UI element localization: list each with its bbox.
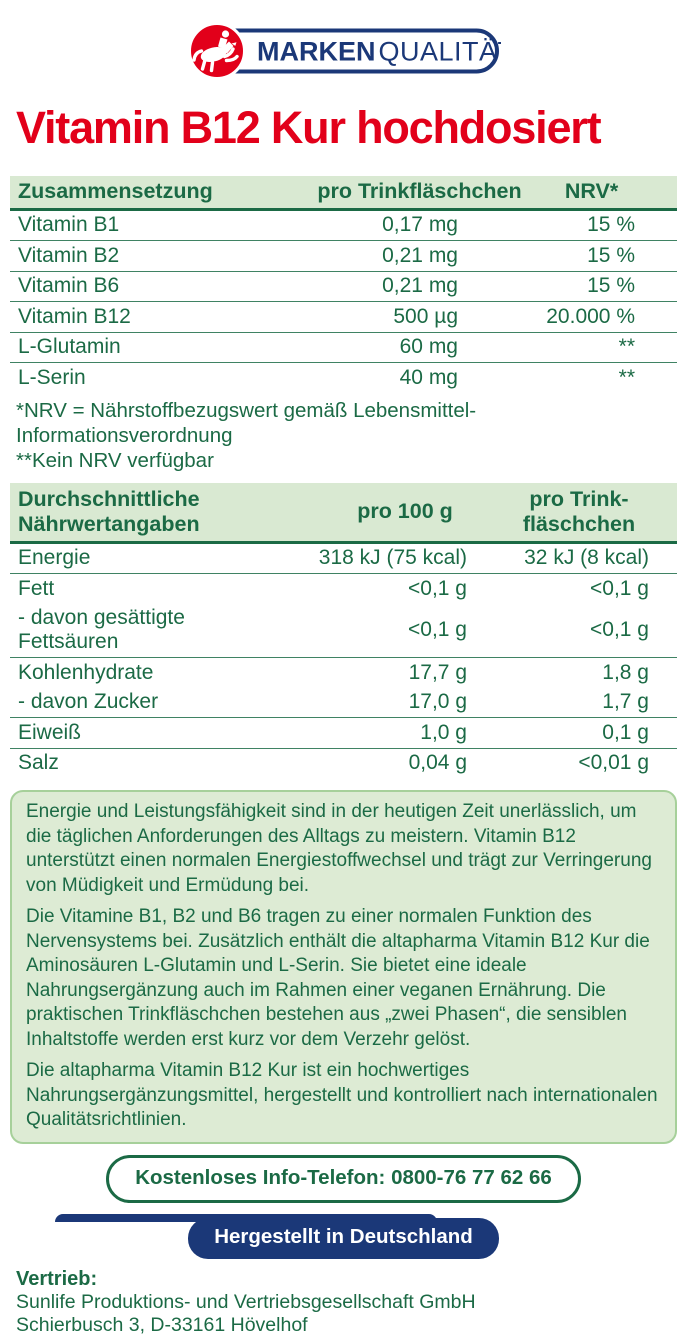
centaur-icon	[189, 24, 244, 79]
ingredient-name: Vitamin B12	[18, 304, 131, 328]
table-row	[10, 362, 677, 393]
ingredient-amount: 0,21 mg	[382, 243, 458, 267]
ingredient-nrv: 15 %	[587, 243, 635, 267]
nutrition-header-label-line2: Nährwertangaben	[18, 511, 200, 536]
nutrient-per-100g: 17,7 g	[408, 660, 467, 684]
footnote-nrv-definition: *NRV = Nährstoffbezugswert gemäß Lebensmittel-Informationsverordnung	[16, 398, 477, 447]
ingredient-name: Vitamin B1	[18, 213, 120, 237]
distributor-address: Schierbusch 3, D-33161 Hövelhof	[16, 1314, 308, 1337]
composition-header-label: Zusammensetzung	[18, 178, 213, 203]
nutrient-per-100g: 17,0 g	[408, 690, 467, 714]
composition-header-per-bottle: pro Trinkfläschchen	[317, 178, 522, 203]
description-box	[10, 790, 677, 1144]
distributor-name: Sunlife Produktions- und Vertriebsgesellschaft GmbH	[16, 1290, 476, 1313]
table-row	[10, 604, 677, 658]
nutrient-per-100g: 318 kJ (75 kcal)	[318, 546, 467, 570]
nutrition-table-header	[10, 483, 677, 544]
nutrition-header-per100: pro 100 g	[357, 499, 453, 524]
nutrient-name: Fett	[18, 576, 55, 600]
nutrient-per-bottle: 32 kJ (8 kcal)	[524, 546, 649, 570]
nutrition-header-per-bottle-line2: fläschchen	[522, 511, 636, 536]
ingredient-amount: 40 mg	[399, 365, 458, 389]
distributor-label: Vertrieb:	[16, 1267, 98, 1290]
table-row	[10, 544, 677, 574]
ingredient-amount: 60 mg	[399, 335, 458, 359]
nutrient-name: - davon gesättigte Fettsäuren	[18, 606, 185, 654]
table-row	[10, 748, 677, 779]
nutrition-table-body	[10, 544, 677, 779]
markenqualitaet-logo	[187, 22, 501, 85]
ingredient-name: L-Glutamin	[18, 335, 121, 359]
nutrient-per-100g: <0,1 g	[408, 576, 467, 600]
nutrient-per-bottle: <0,01 g	[578, 751, 649, 775]
brand-wordmark	[257, 37, 501, 67]
ingredient-name: Vitamin B2	[18, 243, 120, 267]
nutrition-header-per-bottle-line1: pro Trink-	[529, 486, 629, 511]
table-row	[10, 657, 677, 688]
table-row	[10, 332, 677, 363]
table-row	[10, 240, 677, 271]
nutrient-per-bottle: 0,1 g	[602, 720, 649, 744]
nutrient-per-100g: <0,1 g	[408, 618, 467, 642]
description-paragraph-energy: Energie und Leistungsfähigkeit sind in der heutigen Zeit unerlässlich, um die täglichen Anforderungen des Alltags zu meistern. Vitamin B12 unterstützt einen normalen Energiestoffwechsel und trägt zur Verringerung von Müdigkeit und Ermüdung bei.	[26, 801, 652, 896]
composition-table-body	[10, 211, 677, 393]
bottom-cutoff-bar	[55, 1214, 437, 1222]
nutrition-header-per-bottle	[497, 487, 677, 537]
nutrient-per-bottle: 1,8 g	[602, 660, 649, 684]
nutrient-name: Kohlenhydrate	[18, 660, 154, 684]
ingredient-amount: 0,21 mg	[382, 274, 458, 298]
nutrient-per-100g: 1,0 g	[420, 720, 467, 744]
table-row	[10, 301, 677, 332]
brand-word-light: QUALITÄT	[378, 36, 501, 67]
description-paragraph-vitamins: Die Vitamine B1, B2 und B6 tragen zu einer normalen Funktion des Nervensystems bei. Zusätzlich enthält die altapharma Vitamin B12 Kur die Aminosäuren L-Glutamin und L-Serin. Sie bietet eine ideale Nahrungsergänzung auch im Rahmen einer veganen Ernährung. Die praktischen Trinkfläschchen bestehen aus „zwei Phasen“, die sensiblen Inhaltstoffe werden erst kurz vor dem Verzehr gelöst.	[26, 906, 650, 1050]
ingredient-nrv: **	[618, 365, 635, 389]
table-row	[10, 688, 677, 718]
ingredient-nrv: 20.000 %	[546, 304, 635, 328]
ingredient-name: L-Serin	[18, 365, 86, 389]
nutrient-per-bottle: <0,1 g	[590, 618, 649, 642]
product-label-page	[0, 22, 687, 1337]
nutrition-header-label	[10, 487, 287, 537]
ingredient-amount: 0,17 mg	[382, 213, 458, 237]
nutrient-per-bottle: 1,7 g	[602, 690, 649, 714]
nutrient-per-100g: 0,04 g	[408, 751, 467, 775]
composition-table-header	[10, 176, 677, 211]
nutrition-header-label-line1: Durchschnittliche	[18, 486, 200, 511]
ingredient-nrv: 15 %	[587, 213, 635, 237]
brand-word-bold: MARKEN	[256, 36, 375, 67]
ingredient-amount: 500 µg	[393, 304, 458, 328]
nutrient-per-bottle: <0,1 g	[590, 576, 649, 600]
table-row	[10, 717, 677, 748]
distributor-block	[16, 1268, 679, 1338]
nrv-footnotes	[16, 398, 679, 473]
made-in-germany-badge: Hergestellt in Deutschland	[188, 1218, 499, 1259]
ingredient-name: Vitamin B6	[18, 274, 120, 298]
nutrient-name: Eiweiß	[18, 720, 82, 744]
table-row	[10, 271, 677, 302]
ingredient-nrv: **	[618, 335, 635, 359]
footnote-no-nrv: **Kein NRV verfügbar	[16, 448, 214, 472]
nutrient-name: - davon Zucker	[18, 690, 159, 714]
info-phone-pill: Kostenloses Info-Telefon: 0800-76 77 62 66	[106, 1155, 581, 1203]
nutrient-name: Energie	[18, 546, 91, 570]
description-paragraph-quality: Die altapharma Vitamin B12 Kur ist ein hochwertiges Nahrungsergänzungsmittel, hergestellt und kontrolliert nach internationalen Qualitätsrichtlinien.	[26, 1060, 658, 1131]
brand-logo-svg	[187, 22, 501, 80]
nutrient-name: Salz	[18, 751, 59, 775]
ingredient-nrv: 15 %	[587, 274, 635, 298]
table-row	[10, 573, 677, 604]
composition-header-nrv: NRV*	[564, 178, 619, 203]
table-row	[10, 211, 677, 241]
product-title: Vitamin B12 Kur hochdosiert	[16, 102, 601, 153]
